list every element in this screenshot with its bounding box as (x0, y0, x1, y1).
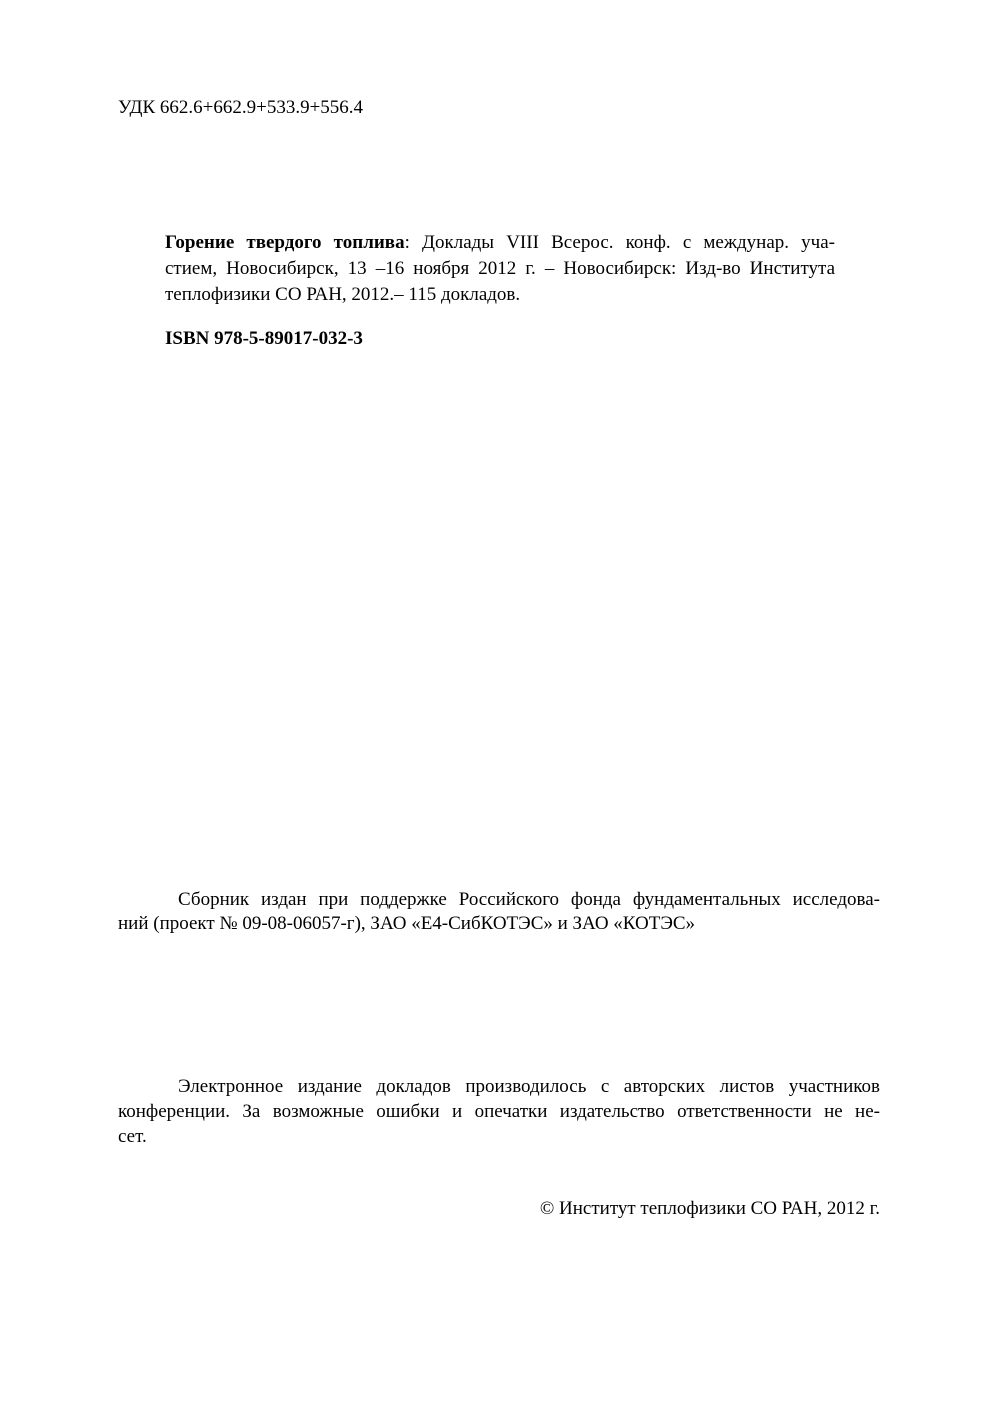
book-title: Горение твердого топлива (165, 232, 405, 253)
support-line-2: ний (проект № 09-08-06057-г), ЗАО «Е4-СибКОТЭС» и ЗАО «КОТЭС» (118, 913, 696, 934)
bib-line-1-rest: : Доклады VIII Всерос. конф. с междунар. уча- (404, 232, 835, 253)
bib-line-2: стием, Новосибирск, 13 –16 ноября 2012 г. – Новосибирск: Изд-во Института (165, 258, 835, 279)
support-line-1: Сборник издан при поддержке Российского фонда фундаментальных исследова- (178, 889, 880, 910)
electronic-line-3: сет. (118, 1126, 147, 1147)
udk-code: УДК 662.6+662.9+533.9+556.4 (118, 97, 364, 118)
support-note (118, 888, 880, 936)
bibliographic-description (165, 230, 835, 308)
bib-line-1 (165, 230, 835, 256)
electronic-line-2: конференции. За возможные ошибки и опечатки издательство ответственности не не- (118, 1101, 880, 1122)
isbn: ISBN 978-5-89017-032-3 (165, 328, 363, 349)
electronic-edition-note (118, 1074, 880, 1149)
electronic-line-1: Электронное издание докладов производилось с авторских листов участников (178, 1076, 880, 1097)
bib-line-3: теплофизики СО РАН, 2012.– 115 докладов. (165, 284, 521, 305)
copyright-notice: © Институт теплофизики СО РАН, 2012 г. (539, 1198, 880, 1219)
